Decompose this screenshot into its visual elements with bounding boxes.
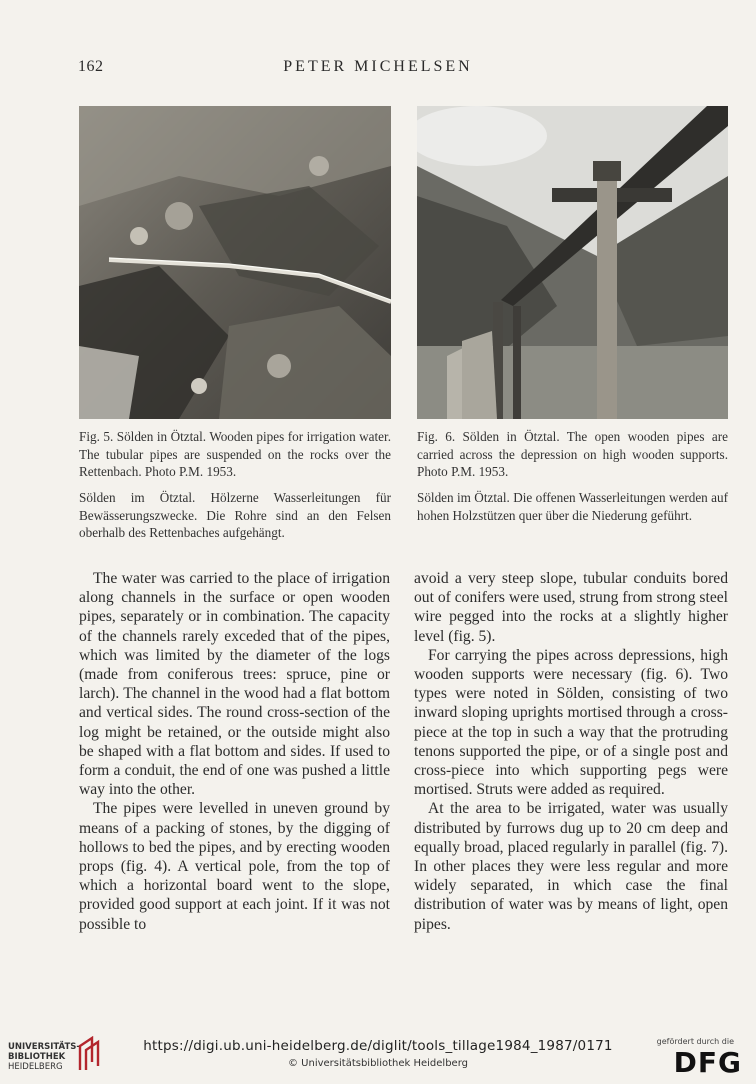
paragraph: The water was carried to the place of irrigation along channels in the surface or open wooden pipes, separately or in combination. The capacity of the channels rarely exceded that of the pipes, which was limited by the diameter of the logs (made from coniferous trees: spruce, pine or larch). The channel in the wood had a flat bottom and vertical sides. The round cross-section of the log might be retained, or the outside might also be shaped with a flat bottom and sides. If used to form a conduit, the end of one was pushed a little way into the other. <box>79 570 390 799</box>
body-column-left <box>79 569 390 934</box>
footer <box>0 1028 756 1084</box>
body-column-right <box>414 569 728 934</box>
copyright-notice: © Universitätsbibliothek Heidelberg <box>287 1058 468 1069</box>
funded-by-label: gefördert durch die <box>656 1037 734 1046</box>
dfg-logo: DFG <box>673 1046 742 1079</box>
aqueduct-image <box>417 106 728 419</box>
figure-5-photo <box>79 106 391 419</box>
paragraph: At the area to be irrigated, water was usually distributed by furrows dug up to 20 cm deep and equally broad, placed regularly in parallel (fig. 7). In other places they were less regular and more widely separated, in which case the final distribution of water was by means of light, open pipes. <box>414 800 728 933</box>
paragraph: For carrying the pipes across depressions, high wooden supports were necessary (fig. 6). Two types were noted in Sölden, consisting of two inward sloping uprights mortised through a cross-piece at the top in such a way that the protruding tenons supported the pipe, or of a single post and cross-piece into which supporting pegs were mortised. Struts were added as required. <box>414 646 728 799</box>
paragraph: The pipes were levelled in uneven ground by means of a packing of stones, by the digging of hollows to bed the pipes, and by erecting wooden props (fig. 4). A vertical pole, from the top of which a horizontal board went to the slope, provided good support at each joint. If it was not possible to <box>79 800 390 933</box>
figure-5-caption-en: Fig. 5. Sölden in Ötztal. Wooden pipes for irrigation water. The tubular pipes are suspended on the rocks over the Rettenbach. Photo P.M. 1953. <box>79 429 391 479</box>
library-line-3: HEIDELBERG <box>8 1062 63 1072</box>
page-number: 162 <box>78 58 104 75</box>
figure-6-caption-en: Fig. 6. Sölden in Ötztal. The open wooden pipes are carried across the depression on high wooden supports. Photo P.M. 1953. <box>417 429 728 479</box>
figure-6-caption-de: Sölden im Ötztal. Die offenen Wasserleitungen werden auf hohen Holzstützen quer über die Niederung geführt. <box>417 490 728 523</box>
permalink-url[interactable]: https://digi.ub.uni-heidelberg.de/diglit/tools_tillage1984_1987/0171 <box>143 1038 613 1054</box>
library-line-1: UNIVERSITÄTS- <box>8 1042 80 1052</box>
paragraph: avoid a very steep slope, tubular conduits bored out of conifers were used, strung from strong steel wire pegged into the rocks at a slightly higher level (fig. 5). <box>414 570 728 645</box>
figure-5-caption-de: Sölden im Ötztal. Hölzerne Wasserleitungen für Bewässerungszwecke. Die Rohre sind an den Felsen oberhalb des Rettenbaches aufgehängt. <box>79 490 391 540</box>
rock-slope-image <box>79 106 391 419</box>
library-line-2: BIBLIOTHEK <box>8 1052 66 1062</box>
running-head: PETER MICHELSEN <box>283 58 473 75</box>
figure-6-photo <box>417 106 728 419</box>
